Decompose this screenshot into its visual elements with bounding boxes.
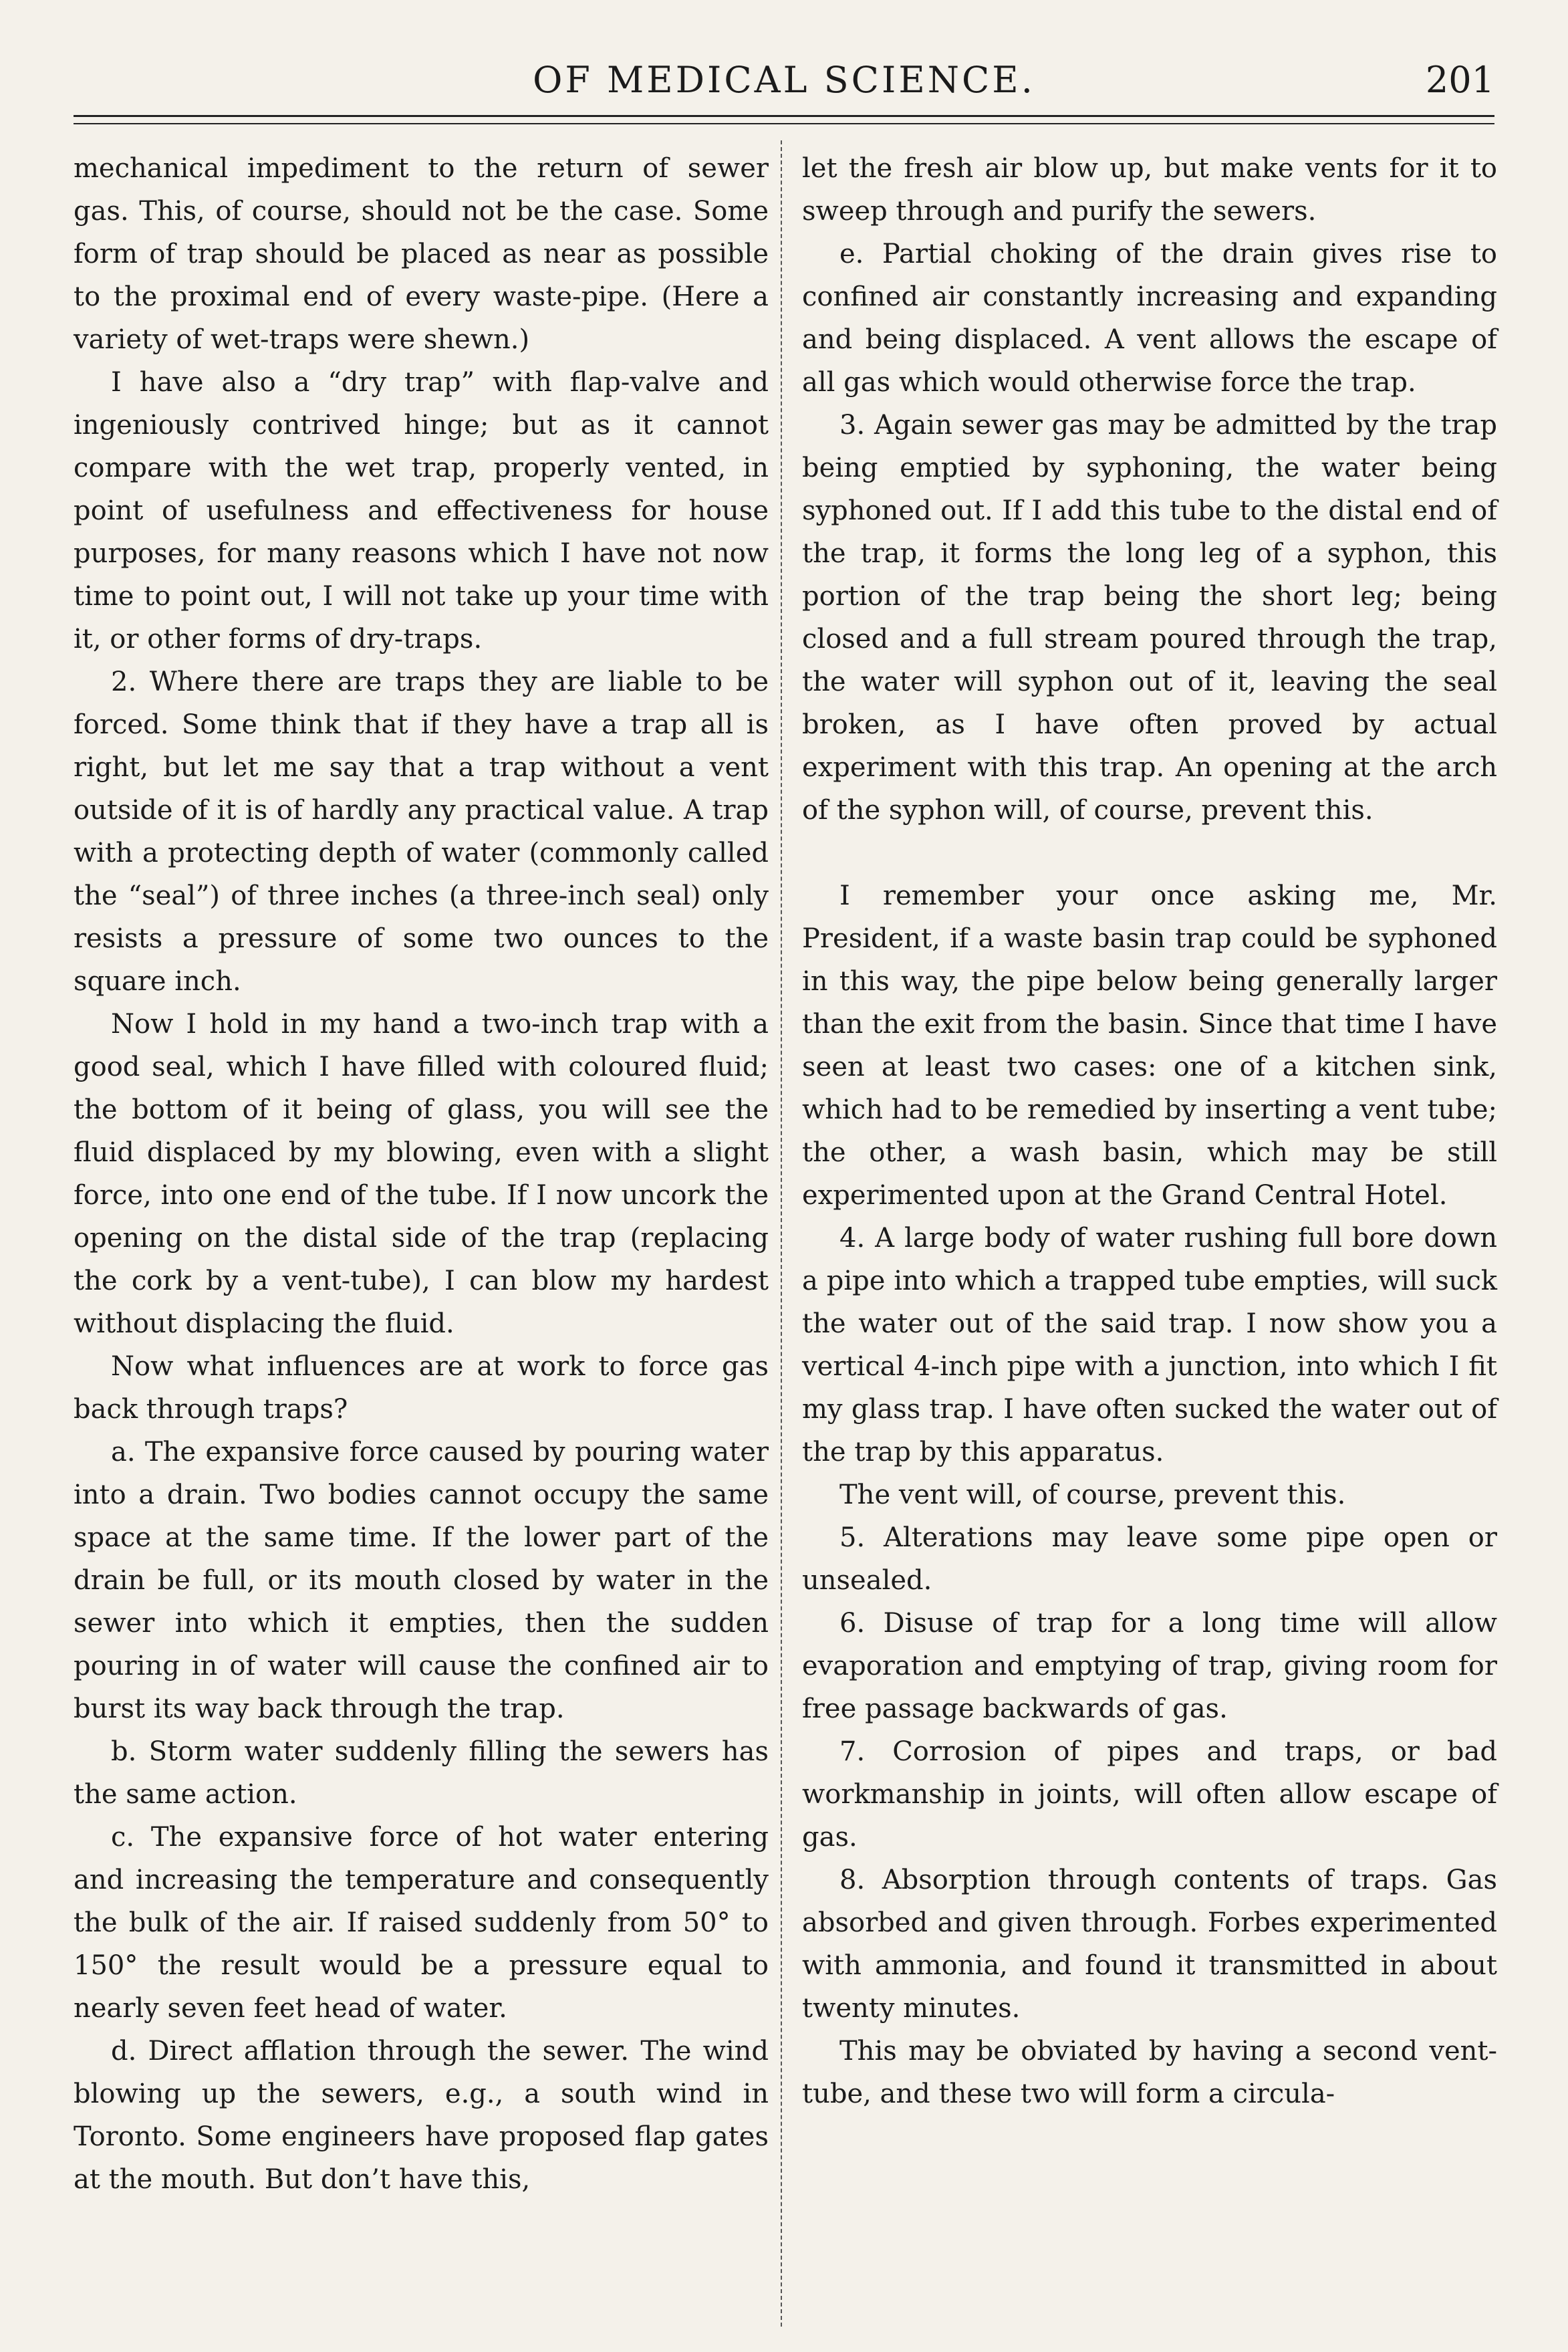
- paragraph: 7. Corrosion of pipes and traps, or bad workmanship in joints, will often allow escape of gas.: [802, 1736, 1497, 1853]
- paragraph: 5. Alterations may leave some pipe open or unsealed.: [802, 1522, 1497, 1596]
- paragraph: I remember your once asking me, Mr. President, if a waste basin trap could be syphoned in this way, the pipe below being generally larger than the exit from the basin. Since that time I have seen at least two cases: one of a kitchen sink, which had to be remedied by inserting a vent tube; the other, a wash basin, which may be still experimented upon at the Grand Central Hotel.: [802, 880, 1497, 1211]
- paragraph: Now I hold in my hand a two-inch trap with a good seal, which I have filled with coloured fluid; the bottom of it being of glass, you will see the fluid displaced by my blowing, even with a slight force, into one end of the tube. If I now uncork the opening on the distal side of the trap (replacing the cork by a vent-tube), I can blow my hardest without displacing the fluid.: [74, 1009, 769, 1339]
- paragraph: 8. Absorption through contents of traps. Gas absorbed and given through. Forbes experimented with ammonia, and found it transmitted in about twenty minutes.: [802, 1865, 1497, 2024]
- left-column: [74, 147, 769, 2201]
- paragraph: c. The expansive force of hot water entering and increasing the temperature and consequently the bulk of the air. If raised suddenly from 50° to 150° the result would be a pressure equal to nearly seven feet head of water.: [74, 1822, 769, 2024]
- column-divider: [781, 140, 782, 2327]
- page-number: 201: [1425, 59, 1494, 101]
- right-column: [802, 147, 1497, 2115]
- paragraph: let the fresh air blow up, but make vents for it to sweep through and purify the sewers.: [802, 153, 1497, 227]
- paragraph: This may be obviated by having a second vent-tube, and these two will form a circula-: [802, 2036, 1497, 2109]
- paragraph: Now what influences are at work to force gas back through traps?: [74, 1351, 769, 1425]
- header-rule-bottom: [74, 123, 1494, 124]
- paragraph: 4. A large body of water rushing full bore down a pipe into which a trapped tube empties, will suck the water out of the said trap. I now show you a vertical 4-inch pipe with a junction, into which I fit my glass trap. I have often sucked the water out of the trap by this apparatus.: [802, 1223, 1497, 1467]
- paragraph: a. The expansive force caused by pouring water into a drain. Two bodies cannot occupy the same space at the same time. If the lower part of the drain be full, or its mouth closed by water in the sewer into which it empties, then the sudden pouring in of water will cause the confined air to burst its way back through the trap.: [74, 1437, 769, 1724]
- paragraph: e. Partial choking of the drain gives rise to confined air constantly increasing and expanding and being displaced. A vent allows the escape of all gas which would otherwise force the trap.: [802, 239, 1497, 398]
- paragraph: 6. Disuse of trap for a long time will allow evaporation and emptying of trap, giving room for free passage backwards of gas.: [802, 1608, 1497, 1724]
- paragraph: mechanical impediment to the return of sewer gas. This, of course, should not be the case. Some form of trap should be placed as near as possible to the proximal end of every waste-pipe. (Here a variety of wet-traps were shewn.): [74, 153, 769, 355]
- paragraph: b. Storm water suddenly filling the sewers has the same action.: [74, 1736, 769, 1810]
- running-title: OF MEDICAL SCIENCE.: [533, 59, 1035, 101]
- paragraph: The vent will, of course, prevent this.: [839, 1480, 1346, 1510]
- paragraph: 3. Again sewer gas may be admitted by the trap being emptied by syphoning, the water being syphoned out. If I add this tube to the distal end of the trap, it forms the long leg of a syphon, this portion of the trap being the short leg; being closed and a full stream poured through the trap, the water will syphon out of it, leaving the seal broken, as I have often proved by actual experiment with this trap. An opening at the arch of the syphon will, of course, prevent this.: [802, 410, 1497, 826]
- paragraph: I have also a “dry trap” with flap-valve and ingeniously contrived hinge; but as it cannot compare with the wet trap, properly vented, in point of usefulness and effectiveness for house purposes, for many reasons which I have not now time to point out, I will not take up your time with it, or other forms of dry-traps.: [74, 367, 769, 655]
- paragraph: 2. Where there are traps they are liable to be forced. Some think that if they have a trap all is right, but let me say that a trap without a vent outside of it is of hardly any practical value. A trap with a protecting depth of water (commonly called the “seal”) of three inches (a three-inch seal) only resists a pressure of some two ounces to the square inch.: [74, 667, 769, 997]
- paragraph: d. Direct afflation through the sewer. The wind blowing up the sewers, e.g., a south wind in Toronto. Some engineers have proposed flap gates at the mouth. But don’t have this,: [74, 2036, 769, 2195]
- header-rule-top: [74, 115, 1494, 117]
- page-header: [74, 47, 1494, 107]
